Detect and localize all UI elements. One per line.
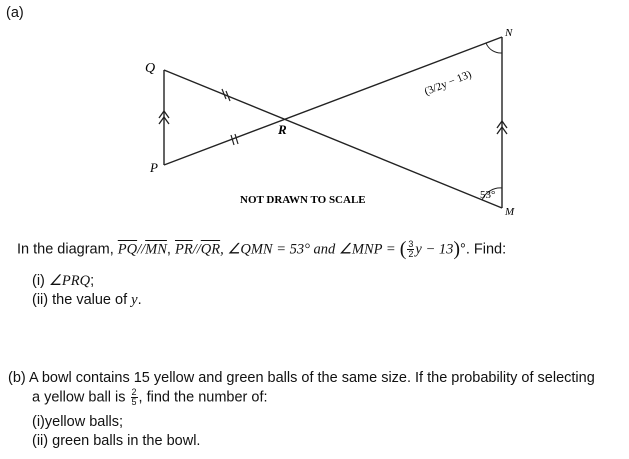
- question-a-ii: (ii) the value of y.: [32, 292, 142, 308]
- question-b-i: (i)yellow balls;: [32, 414, 124, 430]
- part-b-line2: a yellow ball is $\frac{2}{5}$ , find the number of:: [32, 387, 268, 407]
- not-to-scale-note: NOT DRAWN TO SCALE: [240, 194, 366, 206]
- angle-arc-n: [486, 43, 502, 53]
- question-a-i: (i) ∠PRQ;: [32, 273, 95, 289]
- tick-pr-2: [235, 134, 238, 144]
- label-p: P: [150, 160, 158, 175]
- angle-m-label: 53°: [480, 189, 496, 201]
- fraction-three-halves: $\frac{3}{2}$: [408, 239, 414, 259]
- label-q: Q: [145, 61, 156, 76]
- label-m: M: [505, 206, 515, 218]
- label-r: R: [278, 122, 287, 137]
- line-qm: [164, 70, 502, 208]
- question-b-ii: (ii) green balls in the bowl.: [32, 433, 201, 449]
- problem-statement: In the diagram, $\overline{PQ}//\overline{MN}$, $\overline{PR}//\overline{QR}$, ∠QMN = 53° and ∠MNP = ( $\frac{3}{2}$ y − 13)°. Find:: [17, 238, 507, 260]
- angle-n-label: (3/2y − 13): [422, 68, 474, 99]
- part-a-label: (a): [6, 5, 24, 21]
- label-n: N: [505, 27, 513, 39]
- fraction-two-fifths: $\frac{2}{5}$: [131, 387, 137, 407]
- part-b-line1: (b) A bowl contains 15 yellow and green balls of the same size. If the probability of selecting: [8, 370, 595, 386]
- line-pn: [164, 37, 502, 165]
